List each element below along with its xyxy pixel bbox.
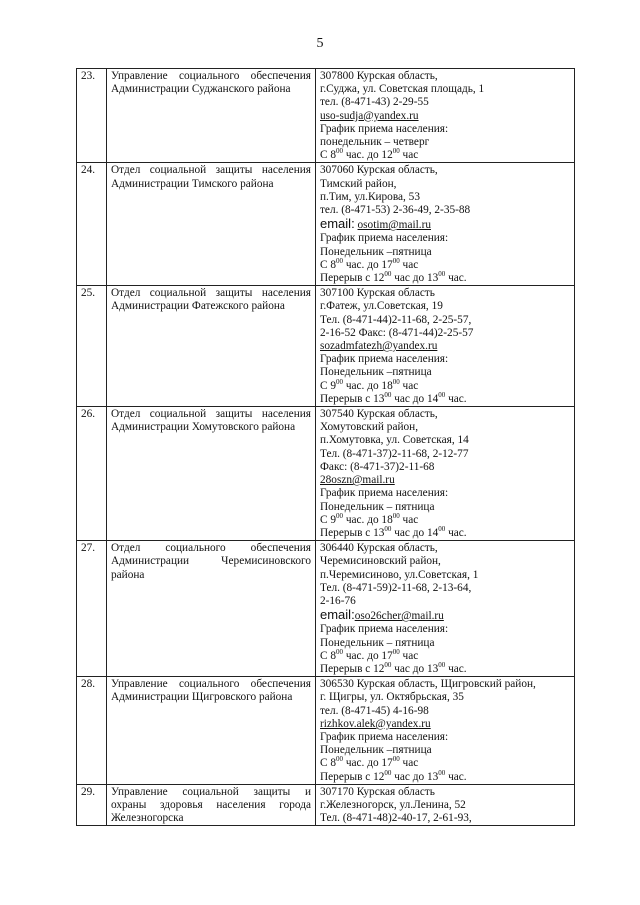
phone-line: тел. (8-471-43) 2-29-55 — [320, 96, 429, 109]
address-line: п.Хомутовка, ул. Советская, 14 — [320, 434, 469, 447]
table-row — [77, 163, 575, 286]
address-line: г.Суджа, ул. Советская площадь, 1 — [320, 83, 485, 96]
table-row — [77, 784, 575, 826]
institution-name: Отдел социальной защиты населения Администрации Тимского района — [107, 163, 316, 286]
schedule-title: График приема населения: — [320, 122, 449, 135]
phone-line: Тел. (8-471-48)2-40-17, 2-61-93, — [320, 812, 472, 825]
address-line: 307170 Курская область — [320, 785, 435, 798]
schedule-break: Перерыв с $12^{00}$ час до $13^{00}$ час. — [320, 661, 467, 675]
institution-name: Управление социального обеспечения Администрации Суджанского района — [107, 69, 316, 163]
phone-line: тел. (8-471-45) 4-16-98 — [320, 704, 429, 717]
email-link[interactable]: oso26cher@mail.ru — [354, 610, 444, 623]
phone-line: Тел. (8-471-59)2-11-68, 2-13-64, — [320, 581, 472, 594]
schedule-break: Перерыв с $13^{00}$ час до $14^{00}$ час. — [320, 391, 467, 405]
schedule-hours: С $8^{00}$ час. до $12^{00}$ час — [320, 147, 419, 162]
address-line: п.Тим, ул.Кирова, 53 — [320, 190, 420, 203]
table-row — [77, 286, 575, 407]
address-line: 307800 Курская область, — [320, 70, 438, 82]
email-line — [320, 608, 570, 623]
institution-name — [107, 541, 316, 677]
address-cell — [316, 784, 575, 826]
schedule-title: График приема населения: — [320, 487, 449, 500]
email-label: email: — [320, 607, 355, 623]
schedule-title: График приема населения: — [320, 232, 449, 245]
schedule-days: Понедельник –пятница — [320, 245, 432, 258]
schedule-days: Понедельник – пятница — [320, 636, 435, 649]
schedule-hours: С $8^{00}$ час. до $17^{00}$ час — [320, 755, 419, 770]
institution-name: Управление социальной защиты и охраны здоровья населения города Железногорска — [107, 784, 316, 826]
row-number: 29. — [77, 784, 107, 826]
row-number: 28. — [77, 677, 107, 785]
address-cell — [316, 677, 575, 785]
phone-line: 2-16-52 Факс: (8-471-44)2-25-57 — [320, 326, 474, 339]
fax-line: Факс: (8-471-37)2-11-68 — [320, 460, 435, 473]
address-line: п.Черемисиново, ул.Советская, 1 — [320, 568, 479, 581]
name-line: Администрации Черемисиновского — [111, 555, 311, 568]
address-line: 307100 Курская область — [320, 287, 435, 300]
address-line: г.Железногорск, ул.Ленина, 52 — [320, 798, 466, 811]
schedule-break: Перерыв с $12^{00}$ час до $13^{00}$ час. — [320, 768, 467, 783]
address-cell — [316, 541, 575, 677]
address-cell — [316, 163, 575, 286]
schedule-break: Перерыв с $13^{00}$ час до $14^{00}$ час. — [320, 525, 467, 539]
schedule-title: График приема населения: — [320, 623, 449, 636]
address-line: г. Щигры, ул. Октябрьская, 35 — [320, 691, 464, 704]
email-link[interactable]: osotim@mail.ru — [357, 219, 431, 232]
address-cell — [316, 69, 575, 163]
schedule-days: Понедельник – пятница — [320, 500, 435, 513]
email-line — [320, 217, 570, 232]
schedule-title: График приема населения: — [320, 730, 449, 743]
address-line: Тимский район, — [320, 177, 397, 190]
schedule-hours: С $9^{00}$ час. до $18^{00}$ час — [320, 377, 419, 392]
row-number: 23. — [77, 69, 107, 163]
schedule-hours: С $9^{00}$ час. до $18^{00}$ час — [320, 511, 419, 526]
address-cell — [316, 407, 575, 541]
table-row — [77, 69, 575, 163]
phone-line: Тел. (8-471-37)2-11-68, 2-12-77 — [320, 447, 469, 460]
email-link[interactable]: 28oszn@mail.ru — [320, 474, 395, 487]
schedule-title: График приема населения: — [320, 353, 449, 366]
address-line: Хомутовский район, — [320, 421, 419, 434]
table-row — [77, 677, 575, 785]
address-line: 306530 Курская область, Щигровский район, — [320, 678, 536, 691]
institution-name: Отдел социальной защиты населения Администрации Фатежского района — [107, 286, 316, 407]
email-link[interactable]: sozadmfatezh@yandex.ru — [320, 340, 438, 353]
row-number: 24. — [77, 163, 107, 286]
table-row — [77, 407, 575, 541]
table-row — [77, 541, 575, 677]
schedule-days: понедельник – четверг — [320, 136, 430, 149]
email-label: email: — [320, 216, 355, 232]
address-line: г.Фатеж, ул.Советская, 19 — [320, 300, 443, 313]
address-line: 307540 Курская область, — [320, 408, 438, 421]
name-line: Отдел социального обеспечения — [111, 542, 311, 555]
row-number: 27. — [77, 541, 107, 677]
institutions-table — [76, 68, 575, 826]
email-link[interactable]: rizhkov.alek@yandex.ru — [320, 717, 431, 730]
name-line: района — [111, 568, 145, 581]
address-cell — [316, 286, 575, 407]
phone-line: 2-16-76 — [320, 594, 356, 607]
phone-line: Тел. (8-471-44)2-11-68, 2-25-57, — [320, 313, 472, 326]
schedule-days: Понедельник –пятница — [320, 366, 432, 379]
address-line: 307060 Курская область, — [320, 164, 438, 177]
page-number: 5 — [316, 36, 324, 51]
schedule-hours: С $8^{00}$ час. до $17^{00}$ час — [320, 647, 419, 662]
institution-name: Отдел социальной защиты населения Администрации Хомутовского района — [107, 407, 316, 541]
institution-name: Управление социального обеспечения Администрации Щигровского района — [107, 677, 316, 785]
schedule-hours: С $8^{00}$ час. до $17^{00}$ час — [320, 257, 419, 271]
email-link[interactable]: uso-sudja@yandex.ru — [320, 109, 419, 122]
phone-line: тел. (8-471-53) 2-36-49, 2-35-88 — [320, 204, 471, 217]
address-line: Черемисиновский район, — [320, 555, 441, 568]
row-number: 25. — [77, 286, 107, 407]
address-line: 306440 Курская область, — [320, 542, 438, 555]
schedule-break: Перерыв с $12^{00}$ час до $13^{00}$ час. — [320, 270, 467, 285]
schedule-days: Понедельник –пятница — [320, 744, 432, 757]
row-number: 26. — [77, 407, 107, 541]
